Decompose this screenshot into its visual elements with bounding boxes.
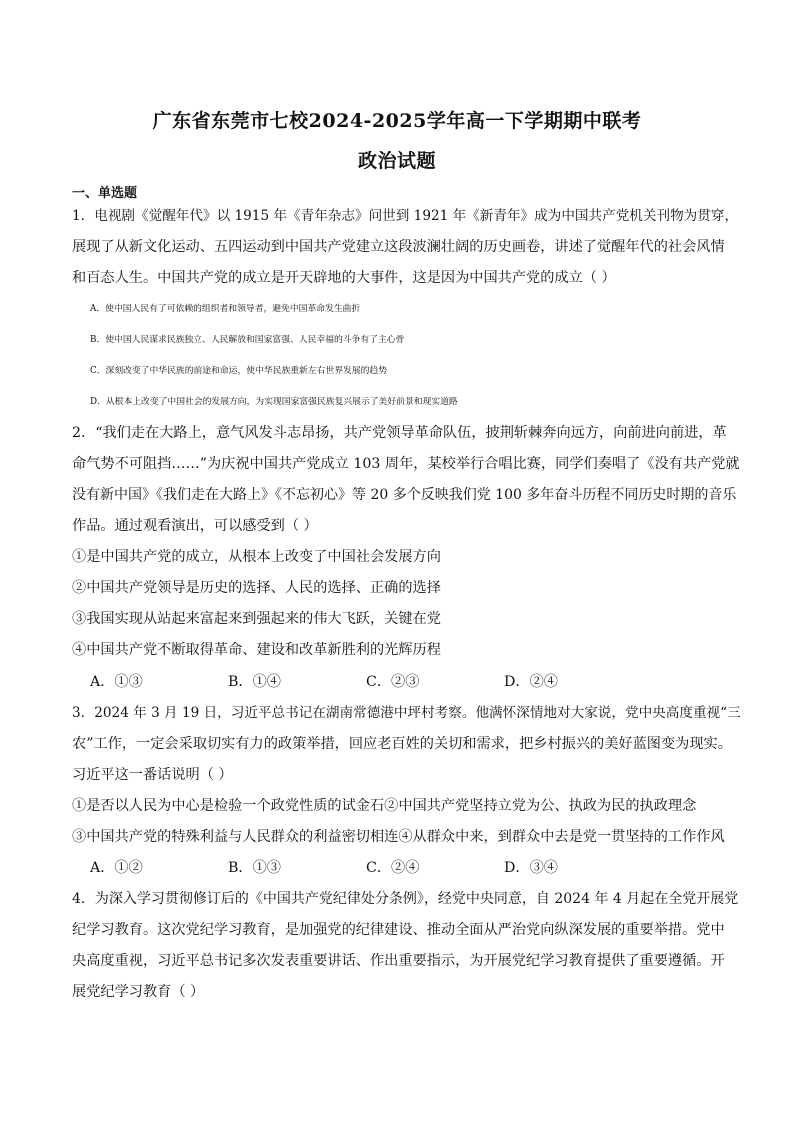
q4-line-3: 央高度重视，习近平总书记多次发表重要讲话、作出重要指示，为开展党纪学习教育提供了重要遵循。开 xyxy=(72,953,725,969)
q1-option-b: B．使中国人民谋求民族独立、人民解放和国家富强、人民幸福的斗争有了主心骨 xyxy=(90,335,405,345)
exam-subtitle: 政治试题 xyxy=(357,150,436,172)
q2-choice-a: A．①③ xyxy=(90,674,143,690)
q2-choice-b: B．①④ xyxy=(228,674,281,690)
q2-line-2: 命气势不可阻挡……”为庆祝中国共产党成立 103 周年，某校举行合唱比赛，同学们奏唱了《没有共产党就 xyxy=(72,456,740,472)
q2-line-3: 没有新中国》《我们走在大路上》《不忘初心》等 20 多个反映我们党 100 多年奋斗历程不同历史时期的音乐 xyxy=(72,487,737,503)
q3-choices xyxy=(90,858,642,878)
q4-line-2: 纪学习教育。这次党纪学习教育，是加强党的纪律建设、推动全面从严治党向纵深发展的重要举措。党中 xyxy=(72,922,725,938)
q1-option-c: C．深刻改变了中华民族的前途和命运，使中华民族重新左右世界发展的趋势 xyxy=(90,366,388,376)
q2-choice-c: C．②③ xyxy=(366,674,420,690)
q3-item-2: ③中国共产党的特殊利益与人民群众的利益密切相连④从群众中来，到群众中去是党一贯坚持的工作作风 xyxy=(72,829,725,845)
q3-item-1: ①是否以人民为中心是检验一个政党性质的试金石②中国共产党坚持立党为公、执政为民的执政理念 xyxy=(72,798,697,814)
q3-choice-d: D．③④ xyxy=(504,860,558,876)
q4-line-4: 展党纪学习教育（ ） xyxy=(72,984,205,1000)
q3-choice-c: C．②④ xyxy=(366,860,420,876)
exam-title: 广东省东莞市七校2024-2025学年高一下学期期中联考 xyxy=(152,110,642,132)
q1-line-2: 展现了从新文化运动、五四运动到中国共产党建立这段波澜壮阔的历史画卷，讲述了觉醒年代的社会风情 xyxy=(72,239,725,255)
q2-line-4: 作品。通过观看演出，可以感受到（ ） xyxy=(72,518,318,534)
q2-choices xyxy=(90,672,642,692)
q1-option-a: A．使中国人民有了可依赖的组织者和领导者，避免中国革命发生曲折 xyxy=(90,304,361,314)
q2-item-2: ②中国共产党领导是历史的选择、人民的选择、正确的选择 xyxy=(72,580,441,596)
q2-item-3: ③我国实现从站起来富起来到强起来的伟大飞跃，关键在党 xyxy=(72,611,441,627)
q4-line-1: 4．为深入学习贯彻修订后的《中国共产党纪律处分条例》，经党中央同意，自 2024 年 4 月起在全党开展党 xyxy=(72,891,739,907)
q3-choice-a: A．①② xyxy=(90,860,143,876)
q2-choice-d: D．②④ xyxy=(504,674,558,690)
q3-line-2: 农”工作，一定会采取切实有力的政策举措，回应老百姓的关切和需求，把乡村振兴的美好蓝图变为现实。 xyxy=(72,736,732,752)
q2-item-1: ①是中国共产党的成立，从根本上改变了中国社会发展方向 xyxy=(72,549,441,565)
section-heading: 一、单选题 xyxy=(72,186,138,201)
q1-option-d: D．从根本上改变了中国社会的发展方向，为实现国家富强民族复兴展示了美好前景和现实道路 xyxy=(90,397,458,407)
q3-line-3: 习近平这一番话说明（ ） xyxy=(72,767,233,783)
q1-line-3: 和百态人生。中国共产党的成立是开天辟地的大事件，这是因为中国共产党的成立（ ） xyxy=(72,270,616,286)
q2-item-4: ④中国共产党不断取得革命、建设和改革新胜利的光辉历程 xyxy=(72,642,441,658)
q1-line-1: 1．电视剧《觉醒年代》以 1915 年《青年杂志》问世到 1921 年《新青年》成为中国共产党机关刊物为贯穿， xyxy=(72,208,739,224)
q2-line-1: 2．“我们走在大路上，意气风发斗志昂扬，共产党领导革命队伍，披荆斩棘奔向远方，向前进向前进，革 xyxy=(72,425,727,441)
q3-choice-b: B．①③ xyxy=(228,860,281,876)
q3-line-1: 3．2024 年 3 月 19 日，习近平总书记在湖南常德港中坪村考察。他满怀深情地对大家说，党中央高度重视“三 xyxy=(72,705,741,721)
